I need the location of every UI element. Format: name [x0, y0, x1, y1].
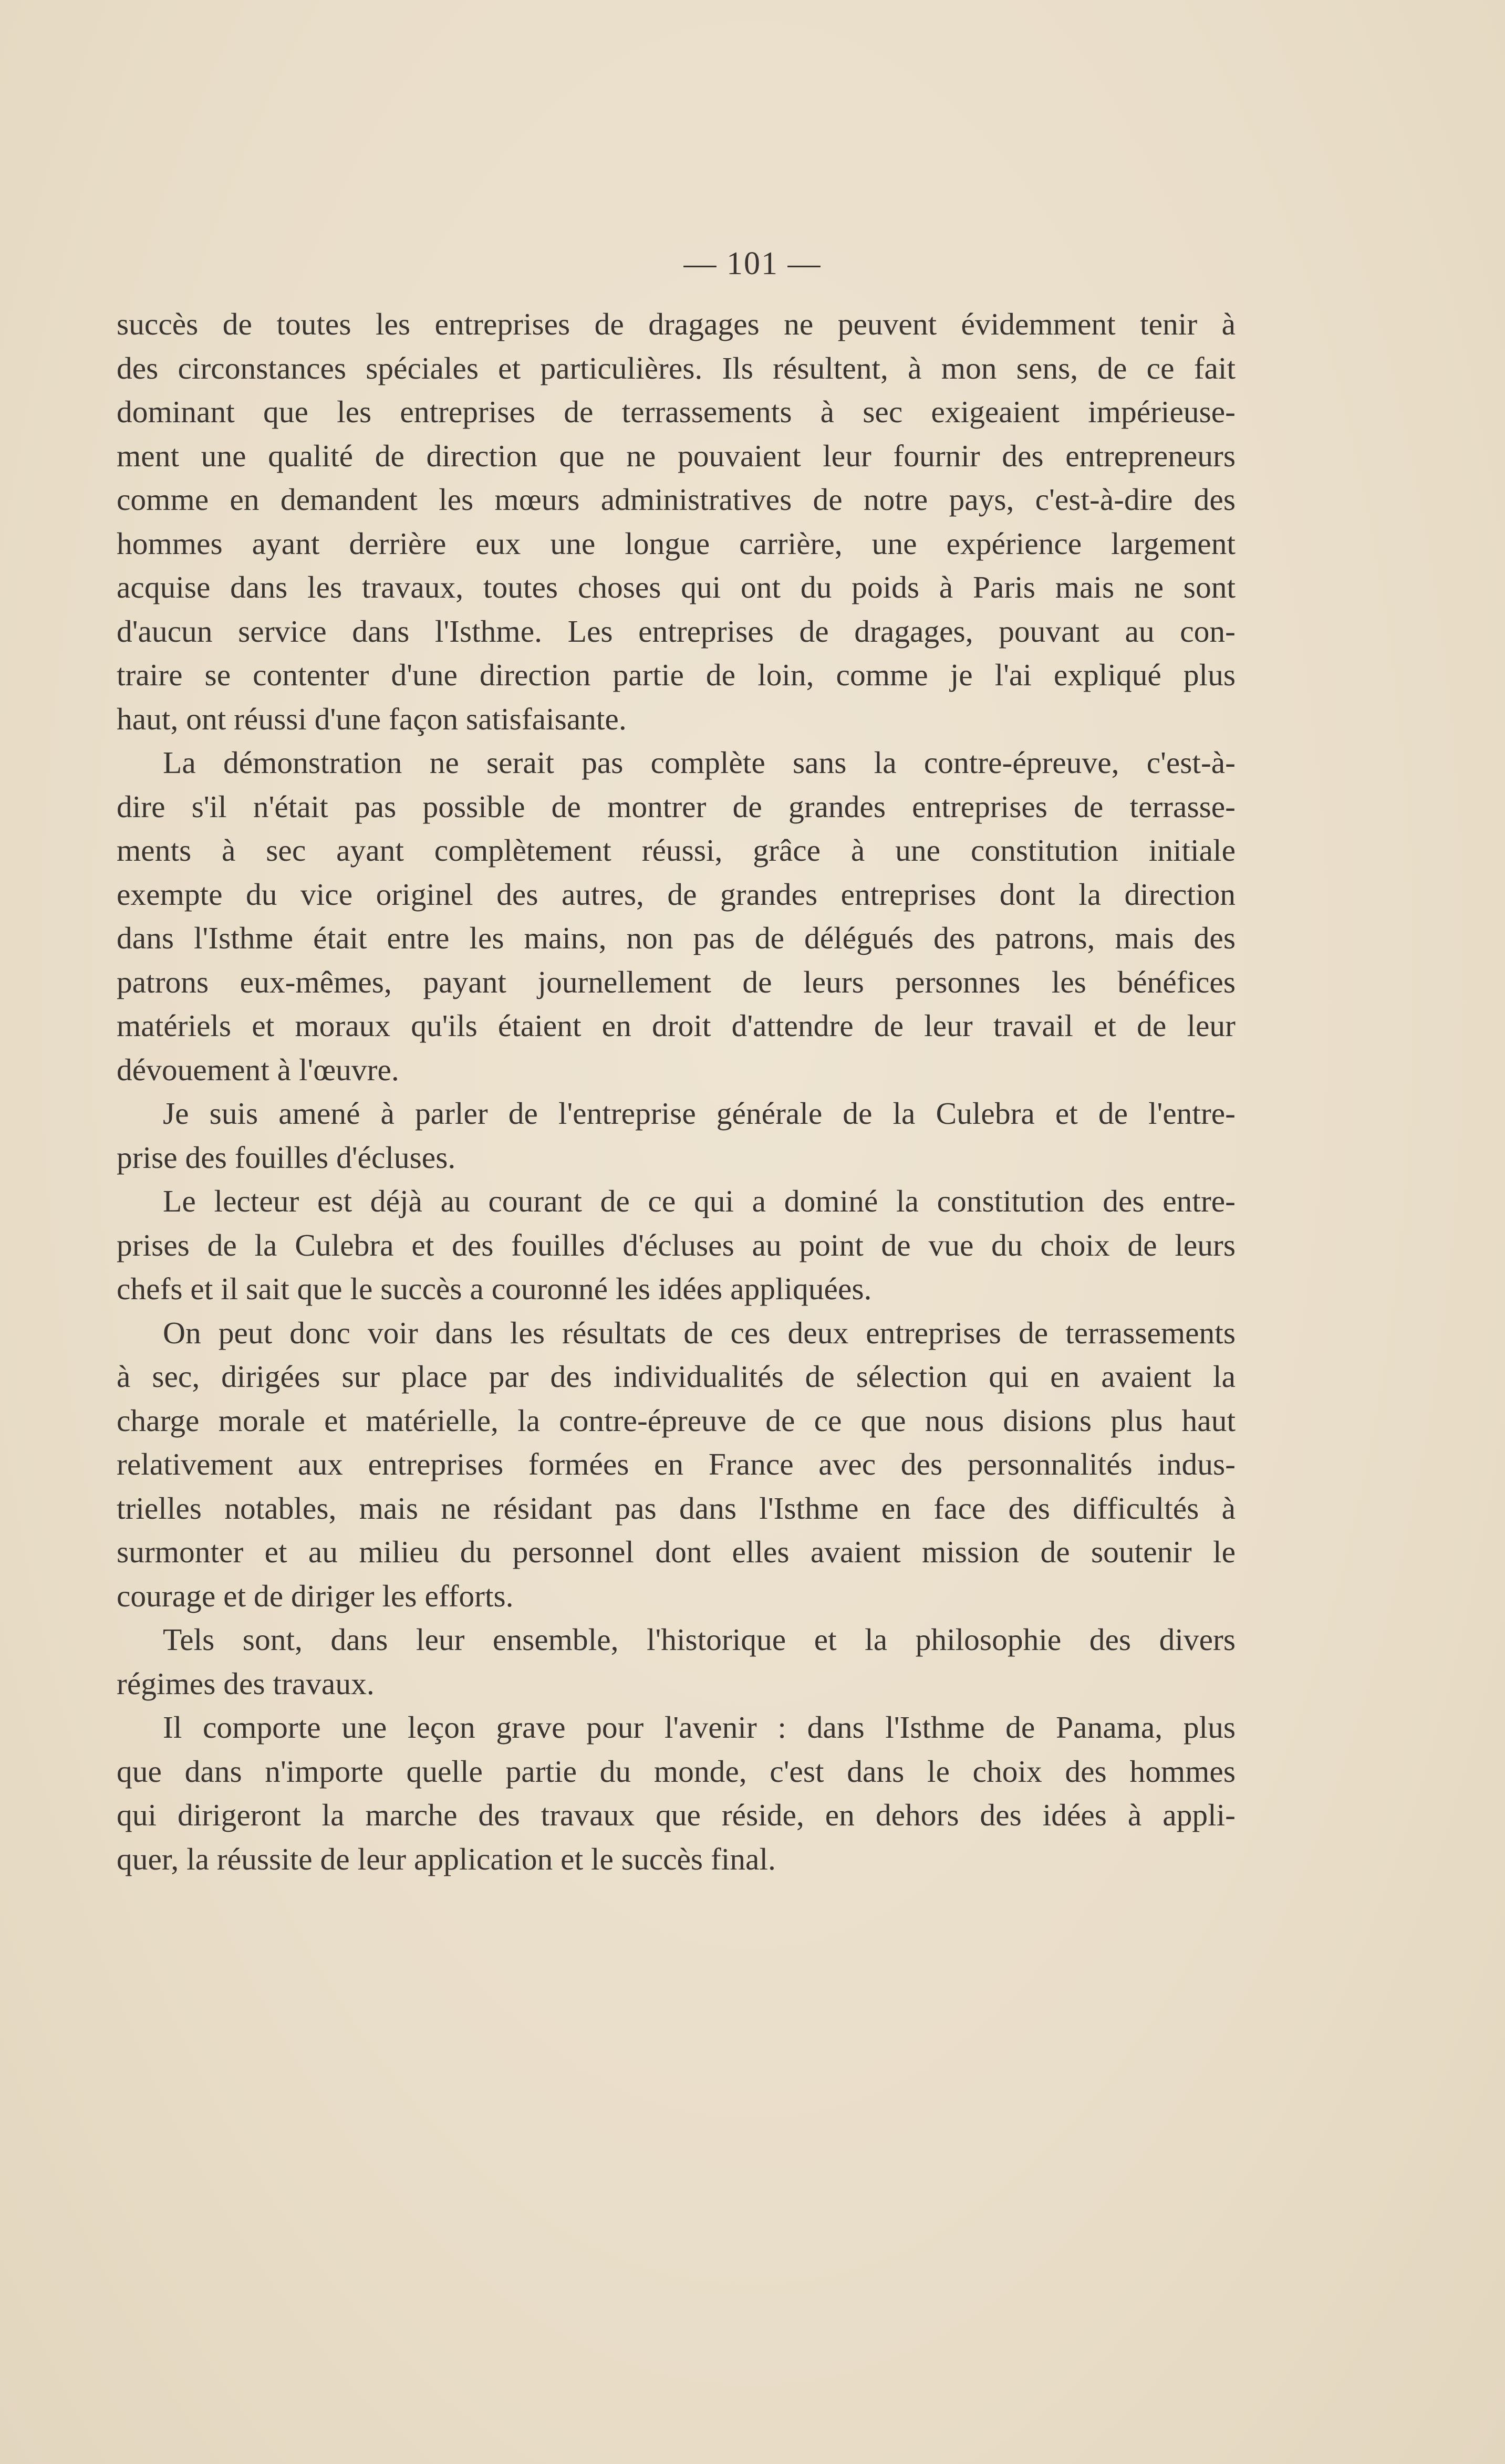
text-line: dans l'Isthme était entre les mains, non pas de délégués des patrons, mais des — [117, 921, 1236, 955]
text-line: hommes ayant derrière eux une longue carrière, une expérience largement — [117, 526, 1236, 561]
text-line: Je suis amené à parler de l'entreprise générale de la Culebra et de l'entre- — [163, 1096, 1236, 1131]
text-line: Le lecteur est déjà au courant de ce qui a dominé la constitution des entre- — [163, 1184, 1236, 1218]
text-line: à sec, dirigées sur place par des individualités de sélection qui en avaient la — [117, 1359, 1236, 1394]
text-line: patrons eux-mêmes, payant journellement de leurs personnes les bénéfices — [117, 964, 1236, 999]
text-line: dire s'il n'était pas possible de montrer de grandes entreprises de terrasse- — [117, 789, 1236, 824]
text-line: La démonstration ne serait pas complète sans la contre-épreuve, c'est-à- — [163, 745, 1236, 780]
text-line: Tels sont, dans leur ensemble, l'historique et la philosophie des divers — [163, 1622, 1236, 1657]
body-text — [117, 302, 1236, 1881]
page-number: — 101 — — [683, 246, 822, 281]
text-line: dévouement à l'œuvre. — [117, 1052, 399, 1087]
text-line: relativement aux entreprises formées en France avec des personnalités indus- — [117, 1447, 1236, 1481]
text-line: que dans n'importe quelle partie du monde, c'est dans le choix des hommes — [117, 1753, 1236, 1789]
text-line: exempte du vice originel des autres, de grandes entreprises dont la direction — [117, 876, 1236, 912]
text-line: matériels et moraux qu'ils étaient en droit d'attendre de leur travail et de leur — [117, 1008, 1236, 1043]
text-line: qui dirigeront la marche des travaux que réside, en dehors des idées à appli- — [117, 1798, 1236, 1832]
text-line: prise des fouilles d'écluses. — [117, 1140, 456, 1175]
text-line: des circonstances spéciales et particulières. Ils résultent, à mon sens, de ce fait — [117, 350, 1236, 385]
text-line: Il comporte une leçon grave pour l'avenir : dans l'Isthme de Panama, plus — [163, 1710, 1236, 1745]
text-line: charge morale et matérielle, la contre-épreuve de ce que nous disions plus haut — [117, 1403, 1236, 1438]
text-line: succès de toutes les entreprises de dragages ne peuvent évidemment tenir à — [117, 307, 1236, 341]
text-line: chefs et il sait que le succès a couronné les idées appliquées. — [117, 1271, 872, 1306]
text-line: On peut donc voir dans les résultats de ces deux entreprises de terrassements — [163, 1315, 1236, 1350]
text-line: ment une qualité de direction que ne pouvaient leur fournir des entrepreneurs — [117, 438, 1236, 473]
text-line: ments à sec ayant complètement réussi, grâce à une constitution initiale — [117, 833, 1236, 868]
text-line: prises de la Culebra et des fouilles d'écluses au point de vue du choix de leurs — [117, 1227, 1236, 1262]
text-line: quer, la réussite de leur application et le succès final. — [117, 1841, 776, 1876]
text-line: dominant que les entreprises de terrassements à sec exigeaient impérieuse- — [117, 394, 1236, 429]
text-line: trielles notables, mais ne résidant pas dans l'Isthme en face des difficultés à — [117, 1490, 1236, 1526]
text-line: d'aucun service dans l'Isthme. Les entreprises de dragages, pouvant au con- — [117, 613, 1236, 649]
text-line: acquise dans les travaux, toutes choses qui ont du poids à Paris mais ne sont — [117, 570, 1236, 604]
text-line: traire se contenter d'une direction partie de loin, comme je l'ai expliqué plus — [117, 657, 1236, 692]
text-line: comme en demandent les mœurs administratives de notre pays, c'est-à-dire des — [117, 482, 1236, 517]
text-line: courage et de diriger les efforts. — [117, 1578, 514, 1613]
text-line: haut, ont réussi d'une façon satisfaisante. — [117, 701, 627, 736]
text-line: régimes des travaux. — [117, 1666, 375, 1701]
text-line: surmonter et au milieu du personnel dont elles avaient mission de soutenir le — [117, 1534, 1236, 1569]
